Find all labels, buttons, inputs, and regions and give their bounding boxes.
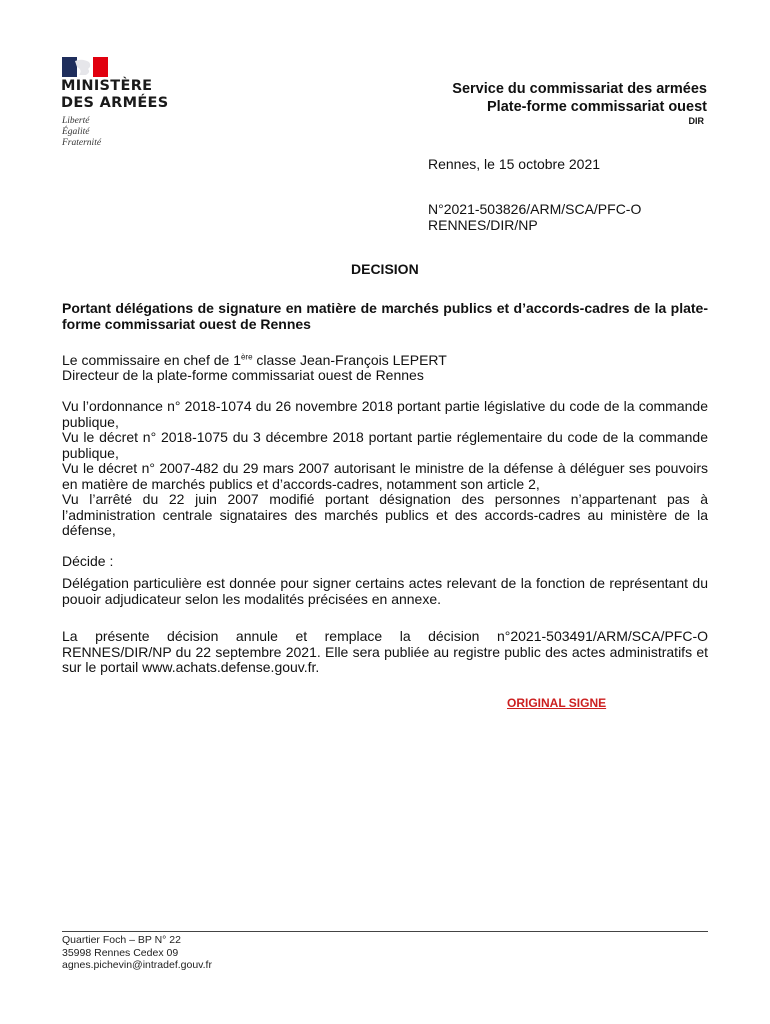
ministry-name-line1: MINISTÈRE <box>61 78 153 94</box>
motto-fraternite: Fraternité <box>62 138 102 148</box>
motto-egalite: Égalité <box>62 127 90 137</box>
footer-address <box>62 934 212 972</box>
document-title: DECISION <box>351 261 419 277</box>
reference-line2: RENNES/DIR/NP <box>428 217 538 233</box>
footer-email: agnes.pichevin@intradef.gouv.fr <box>62 959 212 971</box>
header-service: Service du commissariat des armées <box>452 81 707 97</box>
consideration-decret-2007: Vu le décret n° 2007-482 du 29 mars 2007 autorisant le ministre de la défense à déléguer ses pouvoirs en matière de marchés publics et d’accords-cadres, notamment son article 2, <box>62 460 708 492</box>
marianne-flag-logo <box>62 57 108 77</box>
reference-line1: N°2021-503826/ARM/SCA/PFC-O <box>428 201 642 217</box>
ministry-name <box>61 78 169 112</box>
flag-red-band <box>93 57 108 77</box>
consideration-ordonnance: Vu l’ordonnance n° 2018-1074 du 26 novembre 2018 portant partie législative du code de la commande publique, <box>62 398 708 430</box>
author-function: Directeur de la plate-forme commissariat ouest de Rennes <box>62 367 424 383</box>
delegation-paragraph: Délégation particulière est donnée pour signer certains actes relevant de la fonction de représentant du pouoir adjudicateur selon les modalités précisées en annexe. <box>62 575 708 607</box>
consideration-decret-2018: Vu le décret n° 2018-1075 du 3 décembre 2018 portant partie réglementaire du code de la commande publique, <box>62 429 708 461</box>
author-rank-b: classe Jean-François LEPERT <box>252 352 447 368</box>
decide-heading: Décide : <box>62 553 114 569</box>
consideration-arrete: Vu l’arrêté du 22 juin 2007 modifié portant désignation des personnes n’appartenant pas à l’administration centrale signataires des marchés publics et des accords-cadres au ministère de la défense, <box>62 491 708 538</box>
footer-divider <box>62 931 708 932</box>
flag-blue-band <box>62 57 77 77</box>
header-platform: Plate-forme commissariat ouest <box>487 99 707 115</box>
document-subtitle: Portant délégations de signature en matière de marchés publics et d’accords-cadres de la plate-forme commissariat ouest de Rennes <box>62 300 708 332</box>
annulment-paragraph: La présente décision annule et remplace la décision n°2021-503491/ARM/SCA/PFC-O RENNES/DIR/NP du 22 septembre 2021. Elle sera publiée au registre public des actes administratifs et sur le portail www.achats.defense.gouv.fr. <box>62 628 708 675</box>
original-signe-stamp: ORIGINAL SIGNE <box>507 696 607 710</box>
motto-liberte: Liberté <box>62 116 90 126</box>
footer-city: 35998 Rennes Cedex 09 <box>62 946 179 959</box>
author-rank-sup: ère <box>240 352 253 362</box>
considerations-block <box>62 399 708 539</box>
ministry-name-line2: DES ARMÉES <box>61 95 169 111</box>
footer-street: Quartier Foch – BP N° 22 <box>62 934 181 946</box>
document-date: Rennes, le 15 octobre 2021 <box>428 156 601 172</box>
author-rank-a: Le commissaire en chef de 1 <box>62 352 241 368</box>
header-dir: DIR <box>688 116 704 126</box>
republic-motto <box>62 116 101 149</box>
